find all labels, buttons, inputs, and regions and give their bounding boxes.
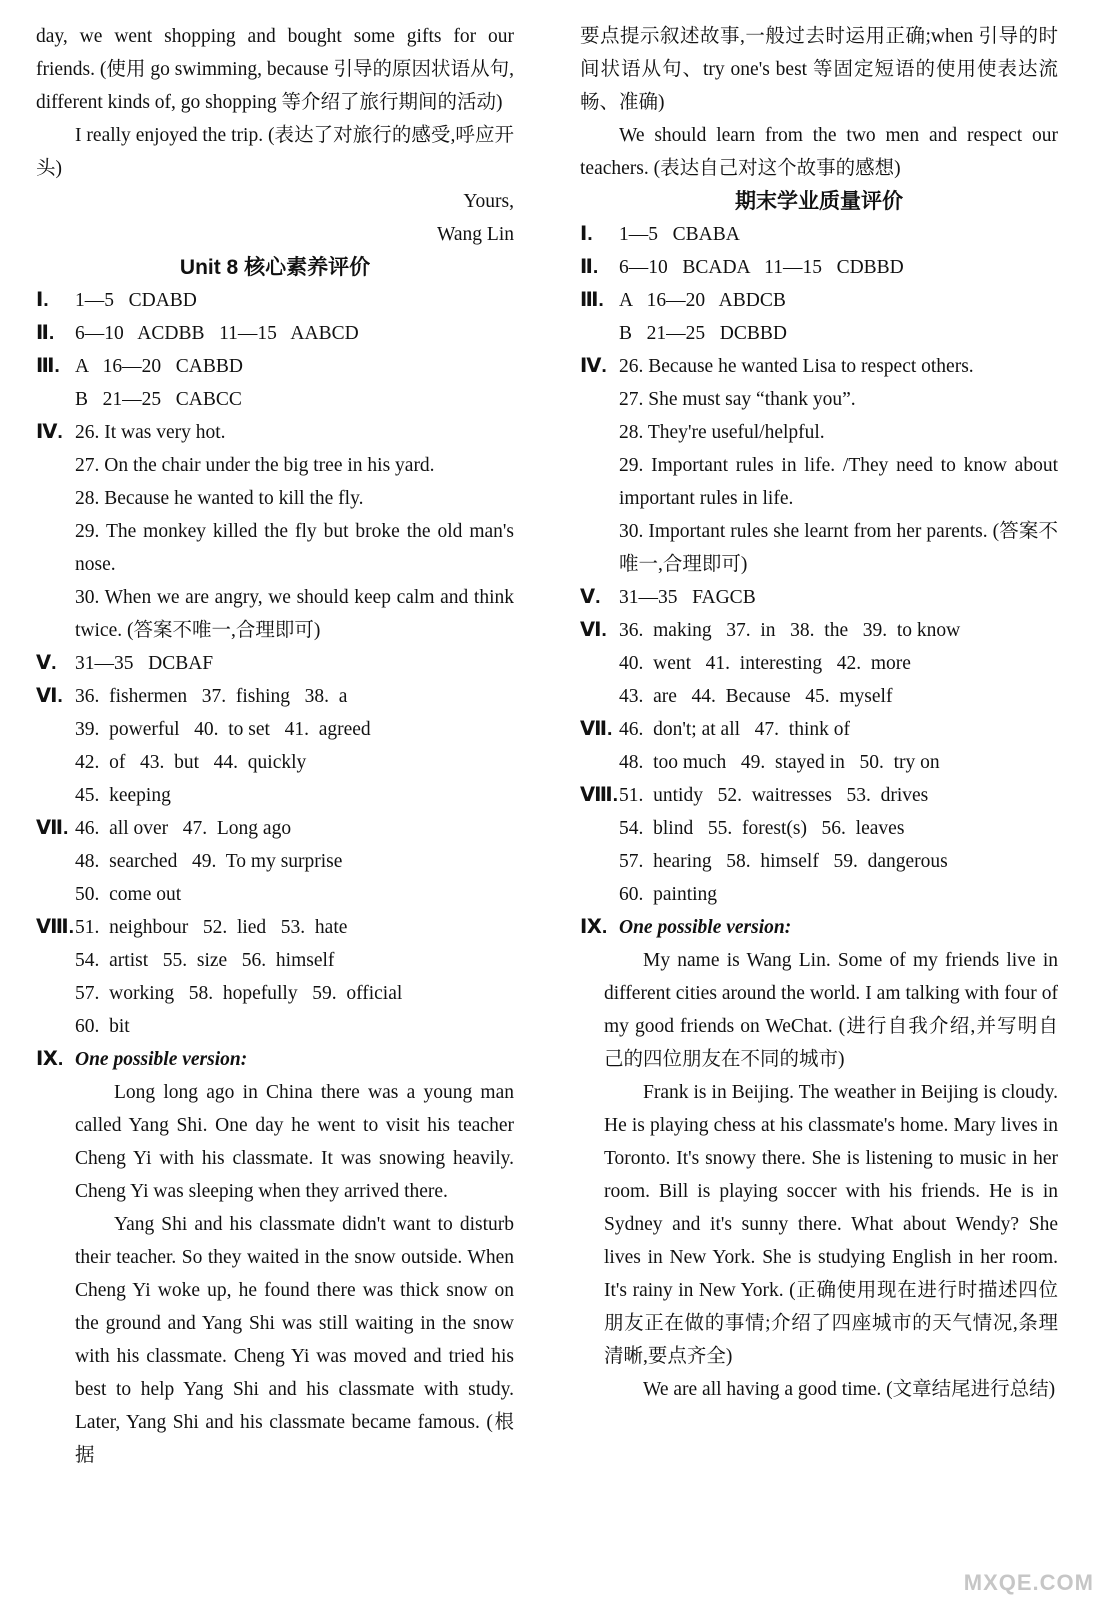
answer-line: 36. making 37. in 38. the 39. to know xyxy=(619,620,961,641)
answer-section xyxy=(36,680,514,812)
answer-item: 30. When we are angry, we should keep calm and think twice. (答案不唯一,合理即可) xyxy=(75,587,514,641)
right-column xyxy=(580,20,1058,1406)
section-number: Ⅵ. xyxy=(580,619,607,641)
answer-line: 60. bit xyxy=(75,1016,130,1037)
answer-line: 50. come out xyxy=(75,884,182,905)
answer-line: 31—35 DCBAF xyxy=(75,653,214,674)
answer-item: 30. Important rules she learnt from her parents. (答案不唯一,合理即可) xyxy=(619,521,1058,575)
answer-item: 27. On the chair under the big tree in his yard. xyxy=(75,455,435,476)
section-number: Ⅰ. xyxy=(580,223,593,245)
version-heading: One possible version: xyxy=(75,1049,248,1070)
answer-line: A 16—20 CABBD xyxy=(75,356,243,377)
section-title: Unit 8 核心素养评价 xyxy=(179,256,371,279)
section-number: Ⅲ. xyxy=(580,289,604,311)
section-number: Ⅲ. xyxy=(36,355,60,377)
section-title: 期末学业质量评价 xyxy=(735,190,903,213)
answer-line: 57. working 58. hopefully 59. official xyxy=(75,983,403,1004)
letter-closing: Yours, xyxy=(463,191,514,212)
essay-paragraph: We are all having a good time. (文章结尾进行总结) xyxy=(643,1379,1056,1400)
answer-line: 40. went 41. interesting 42. more xyxy=(619,653,911,674)
answer-section xyxy=(580,251,1058,284)
answer-line: 60. painting xyxy=(619,884,718,905)
answer-section xyxy=(36,416,514,647)
answer-item: 28. Because he wanted to kill the fly. xyxy=(75,488,364,509)
answer-section xyxy=(580,911,1058,944)
answer-section xyxy=(580,713,1058,779)
section-number: Ⅱ. xyxy=(580,256,599,278)
answer-section xyxy=(580,284,1058,350)
section-number: Ⅱ. xyxy=(36,322,55,344)
letter-paragraph: I really enjoyed the trip. (表达了对旅行的感受,呼应开头) xyxy=(36,125,514,179)
section-number: Ⅴ. xyxy=(36,652,57,674)
answer-line: 46. don't; at all 47. think of xyxy=(619,719,850,740)
answer-line: B 21—25 DCBBD xyxy=(619,323,787,344)
answer-line: 51. untidy 52. waitresses 53. drives xyxy=(619,785,929,806)
answer-line: 36. fishermen 37. fishing 38. a xyxy=(75,686,348,707)
essay-paragraph: My name is Wang Lin. Some of my friends live in different cities around the world. I am talking with four of my good friends on WeChat. (进行自我介绍,并写明自己的四位朋友在不同的城市) xyxy=(604,950,1058,1070)
answer-section xyxy=(36,911,514,1043)
answer-line: 54. blind 55. forest(s) 56. leaves xyxy=(619,818,905,839)
section-number: Ⅳ. xyxy=(36,421,63,443)
answer-section xyxy=(580,614,1058,713)
answer-line: A 16—20 ABDCB xyxy=(619,290,786,311)
answer-section xyxy=(36,317,514,350)
answer-line: 46. all over 47. Long ago xyxy=(75,818,292,839)
section-number: Ⅶ. xyxy=(36,817,69,839)
section-number: Ⅰ. xyxy=(36,289,49,311)
answer-line: 48. too much 49. stayed in 50. try on xyxy=(619,752,940,773)
answer-item: 29. Important rules in life. /They need to know about important rules in life. xyxy=(619,455,1058,509)
answer-line: 42. of 43. but 44. quickly xyxy=(75,752,307,773)
version-heading: One possible version: xyxy=(619,917,792,938)
watermark-logo: MXQE.COM xyxy=(963,1570,1094,1595)
left-column xyxy=(36,20,514,1472)
answer-section xyxy=(580,779,1058,911)
section-number: Ⅶ. xyxy=(580,718,613,740)
answer-line: 51. neighbour 52. lied 53. hate xyxy=(75,917,348,938)
section-number: Ⅸ. xyxy=(36,1048,64,1070)
section-number: Ⅵ. xyxy=(36,685,63,707)
answer-line: 31—35 FAGCB xyxy=(619,587,756,608)
essay-paragraph: Yang Shi and his classmate didn't want to disturb their teacher. So they waited in the snow outside. When Cheng Yi woke up, he found there was thick snow on the ground and Yang Shi was still waiting in the snow with his classmate. Cheng Yi was moved and tried his best to help Yang Shi and his classmate with study. Later, Yang Shi and his classmate became famous. (根据 xyxy=(75,1214,514,1466)
answer-section xyxy=(36,284,514,317)
answer-line: 57. hearing 58. himself 59. dangerous xyxy=(619,851,948,872)
section-number: Ⅸ. xyxy=(580,916,608,938)
answer-item: 29. The monkey killed the fly but broke the old man's nose. xyxy=(75,521,514,575)
essay-paragraph: We should learn from the two men and respect our teachers. (表达自己对这个故事的感想) xyxy=(580,125,1058,179)
answer-line: B 21—25 CABCC xyxy=(75,389,242,410)
section-number: Ⅷ. xyxy=(36,916,75,938)
answer-line: 54. artist 55. size 56. himself xyxy=(75,950,335,971)
letter-paragraph: day, we went shopping and bought some gifts for our friends. (使用 go swimming, because 引导的原因状语从句, different kinds of, go shopping 等介绍了旅行期间的活动) xyxy=(36,26,514,113)
answer-section xyxy=(580,218,1058,251)
answer-section xyxy=(36,647,514,680)
answer-line: 48. searched 49. To my surprise xyxy=(75,851,343,872)
answer-section xyxy=(36,350,514,416)
answer-line: 1—5 CBABA xyxy=(619,224,740,245)
answer-section xyxy=(36,812,514,911)
answer-item: 27. She must say “thank you”. xyxy=(619,389,856,410)
answer-line: 6—10 ACDBB 11—15 AABCD xyxy=(75,323,359,344)
answer-section xyxy=(580,581,1058,614)
letter-signature: Wang Lin xyxy=(437,224,514,245)
answer-item: 28. They're useful/helpful. xyxy=(619,422,825,443)
answer-section xyxy=(580,350,1058,581)
answer-line: 39. powerful 40. to set 41. agreed xyxy=(75,719,371,740)
section-number: Ⅴ. xyxy=(580,586,601,608)
answer-section xyxy=(36,1043,514,1076)
section-number: Ⅷ. xyxy=(580,784,619,806)
answer-item: 26. Because he wanted Lisa to respect others. xyxy=(619,356,974,377)
answer-line: 1—5 CDABD xyxy=(75,290,197,311)
answer-line: 45. keeping xyxy=(75,785,171,806)
essay-paragraph: Frank is in Beijing. The weather in Beijing is cloudy. He is playing chess at his classmate's home. Mary lives in Toronto. It's snowy there. She is listening to music in her room. Bill is playing soccer with his friends. He is in Sydney and it's sunny there. What about Wendy? She lives in New York. She is studying English in her room. It's rainy in New York. (正确使用现在进行时描述四位朋友正在做的事情;介绍了四座城市的天气情况,条理清晰,要点齐全) xyxy=(604,1082,1058,1367)
section-number: Ⅳ. xyxy=(580,355,607,377)
essay-comment: 要点提示叙述故事,一般过去时运用正确;when 引导的时间状语从句、try one's best 等固定短语的使用使表达流畅、准确) xyxy=(580,26,1058,113)
answer-item: 26. It was very hot. xyxy=(75,422,226,443)
answer-line: 6—10 BCADA 11—15 CDBBD xyxy=(619,257,904,278)
answer-line: 43. are 44. Because 45. myself xyxy=(619,686,893,707)
essay-paragraph: Long long ago in China there was a young man called Yang Shi. One day he went to visit his teacher Cheng Yi with his classmate. It was snowing heavily. Cheng Yi was sleeping when they arrived there. xyxy=(75,1082,514,1202)
